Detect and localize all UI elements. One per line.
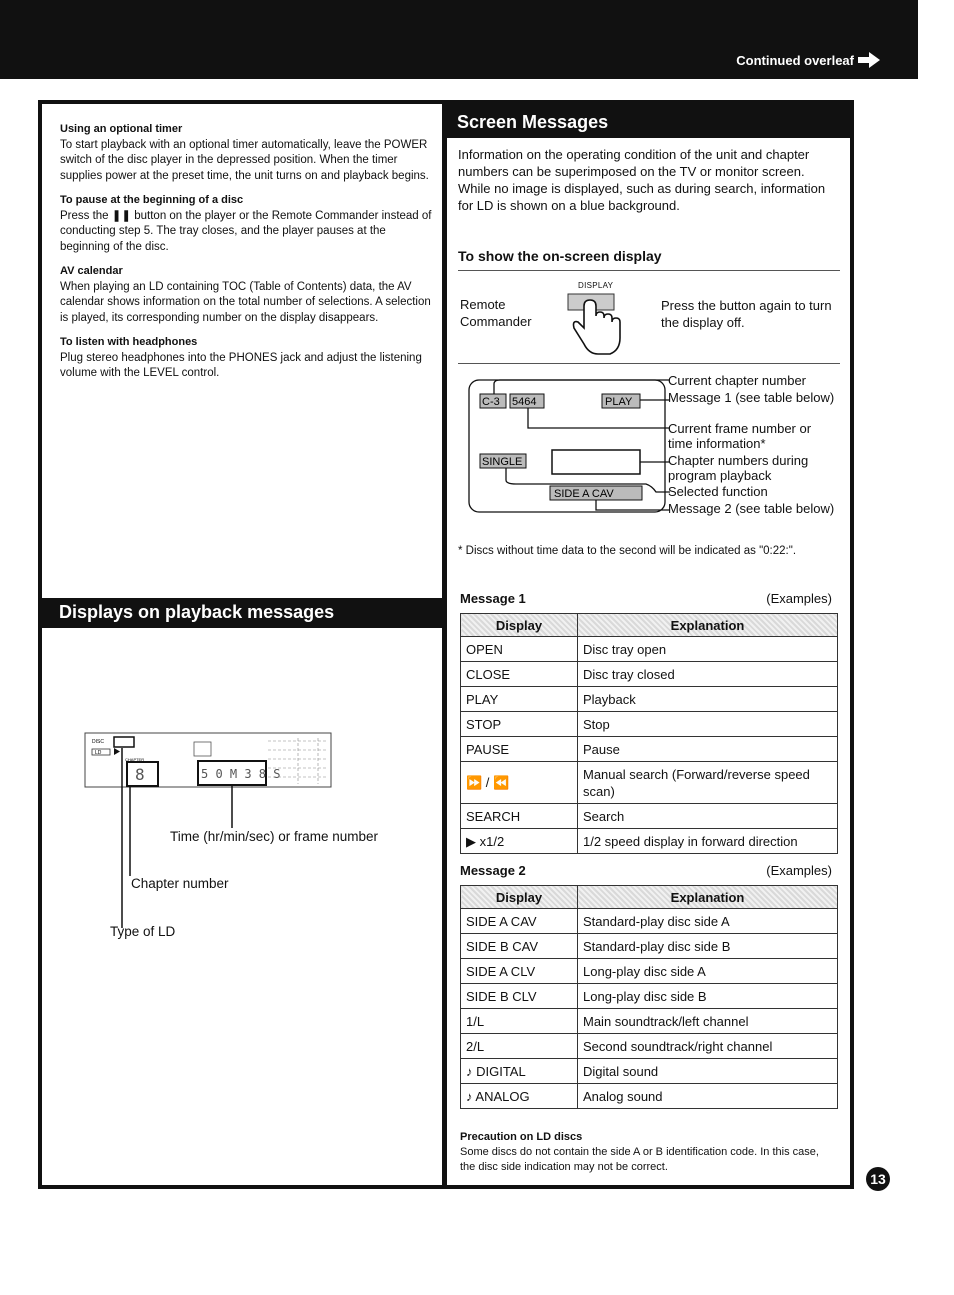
display-cell: 1/L (461, 1009, 578, 1034)
table-row (461, 687, 838, 712)
callout-function: Selected function (668, 484, 768, 499)
display-cell: ▶ x1/2 (461, 829, 578, 854)
type-of-ld-label: Type of LD (110, 924, 176, 939)
message2-table (460, 885, 838, 1109)
explanation-cell: Stop (578, 712, 838, 737)
explanation-cell: Main soundtrack/left channel (578, 1009, 838, 1034)
time-readout: 5 0 M 3 8 S (201, 767, 281, 781)
explanation-cell: Analog sound (578, 1084, 838, 1109)
table-row (461, 637, 838, 662)
tv-frame: 5464 (512, 396, 537, 408)
left-notes (60, 122, 434, 382)
table-row (461, 984, 838, 1009)
explanation-cell: Manual search (Forward/reverse speed scan) (578, 762, 838, 804)
display-cell: SIDE A CLV (461, 959, 578, 984)
table-row (461, 1084, 838, 1109)
precaution-note (460, 1130, 836, 1175)
tv-single: SINGLE (482, 456, 523, 468)
precaution-body: Some discs do not contain the side A or B identification code. In this case, the disc side indication may not be correct. (460, 1146, 819, 1173)
svg-text:8: 8 (135, 765, 145, 784)
press-again-text: Press the button again to turn the display off. (661, 298, 832, 330)
table-row (461, 934, 838, 959)
section-body: Plug stereo headphones into the PHONES jack and adjust the listening volume with the LEVEL control. (60, 351, 422, 379)
display-button-press-icon (562, 292, 628, 358)
front-panel-display (82, 728, 334, 928)
onscreen-display-diagram (466, 372, 672, 518)
message1-title: Message 1 (460, 591, 526, 606)
table-row (461, 712, 838, 737)
header-bar (0, 0, 918, 79)
explanation-cell: Long-play disc side B (578, 984, 838, 1009)
explanation-cell: Disc tray closed (578, 662, 838, 687)
explanation-cell: Digital sound (578, 1059, 838, 1084)
explanation-cell: Pause (578, 737, 838, 762)
table-row (461, 762, 838, 804)
callout-program: Chapter numbers during program playback (668, 453, 809, 483)
section-body: Press the ❚❚ button on the player or the Remote Commander instead of conducting step 5. The tray closes, and the player pauses at the beginning of the disc. (60, 209, 432, 253)
display-cell: STOP (461, 712, 578, 737)
message2-examples: (Examples) (766, 863, 832, 878)
message1-table (460, 613, 838, 854)
table-row (461, 909, 838, 934)
display-cell: ♪ DIGITAL (461, 1059, 578, 1084)
display-cell: SEARCH (461, 804, 578, 829)
column-header: Display (461, 886, 578, 909)
display-cell: PAUSE (461, 737, 578, 762)
chapter-label: CHAPTER (125, 757, 145, 762)
display-cell: ⏩ / ⏪ (461, 762, 578, 804)
callout-message2: Message 2 (see table below) (668, 501, 835, 516)
footnote: * Discs without time data to the second will be indicated as "0:22:". (458, 545, 797, 557)
display-cell: SIDE B CLV (461, 984, 578, 1009)
callout-frame: Current frame number or time information* (668, 421, 812, 451)
tv-side: SIDE A CAV (554, 488, 614, 500)
explanation-cell: Standard-play disc side B (578, 934, 838, 959)
explanation-cell: 1/2 speed display in forward direction (578, 829, 838, 854)
message2-title: Message 2 (460, 863, 526, 878)
rule-bottom (458, 363, 840, 364)
rule-top (458, 270, 840, 271)
table-row (461, 737, 838, 762)
column-header: Display (461, 614, 578, 637)
ld-label: LD (95, 750, 102, 756)
section-title: AV calendar (60, 265, 123, 277)
display-cell: ♪ ANALOG (461, 1084, 578, 1109)
message1-examples: (Examples) (766, 591, 832, 606)
explanation-cell: Long-play disc side A (578, 959, 838, 984)
message2-heading (460, 863, 832, 878)
column-header: Explanation (578, 614, 838, 637)
column-header: Explanation (578, 886, 838, 909)
table-row (461, 804, 838, 829)
table-row (461, 829, 838, 854)
section-title: To listen with headphones (60, 336, 198, 348)
table-row (461, 662, 838, 687)
arrow-right-icon (858, 51, 880, 69)
explanation-cell: Second soundtrack/right channel (578, 1034, 838, 1059)
display-cell: PLAY (461, 687, 578, 712)
table-row (461, 1059, 838, 1084)
section-title: To pause at the beginning of a disc (60, 194, 244, 206)
explanation-cell: Playback (578, 687, 838, 712)
section-body: To start playback with an optional timer automatically, leave the POWER switch of the disc player in the depressed position. When the timer supplies power at the preset time, the unit turns on and playback begins. (60, 138, 429, 182)
table-row (461, 959, 838, 984)
displays-band-title: Displays on playback messages (42, 598, 442, 628)
table-row (461, 1034, 838, 1059)
display-cell: SIDE A CAV (461, 909, 578, 934)
message1-heading (460, 591, 832, 606)
display-cell: SIDE B CAV (461, 934, 578, 959)
disc-label: DISC (92, 739, 104, 745)
callout-message1: Message 1 (see table below) (668, 390, 835, 405)
time-label: Time (hr/min/sec) or frame number (170, 829, 379, 844)
explanation-cell: Search (578, 804, 838, 829)
display-cell: OPEN (461, 637, 578, 662)
table-row (461, 1009, 838, 1034)
display-button-label: DISPLAY (578, 281, 614, 290)
explanation-cell: Standard-play disc side A (578, 909, 838, 934)
display-cell: CLOSE (461, 662, 578, 687)
page-number-badge: 13 (866, 1167, 890, 1191)
show-display-heading: To show the on-screen display (458, 248, 662, 264)
precaution-title: Precaution on LD discs (460, 1131, 583, 1143)
chapter-number-label: Chapter number (131, 876, 229, 891)
section-title: Using an optional timer (60, 123, 183, 135)
tv-chapter: C-3 (482, 396, 500, 408)
explanation-cell: Disc tray open (578, 637, 838, 662)
tv-play: PLAY (605, 396, 633, 408)
column-divider (442, 100, 447, 1189)
section-body: When playing an LD containing TOC (Table of Contents) data, the AV calendar shows information on the total number of selections. A selection is played, its corresponding number on the display disappears. (60, 280, 431, 324)
screen-messages-band-title: Screen Messages (447, 104, 850, 138)
continued-overleaf: Continued overleaf (736, 53, 854, 68)
intro-paragraph: Information on the operating condition of the unit and chapter numbers can be superimposed on the TV or monitor screen. While no image is displayed, such as during search, information for LD is shown on a blue background. (458, 147, 826, 213)
display-cell: 2/L (461, 1034, 578, 1059)
callout-chapter: Current chapter number (668, 373, 807, 388)
remote-commander-label: Remote Commander (460, 297, 532, 329)
